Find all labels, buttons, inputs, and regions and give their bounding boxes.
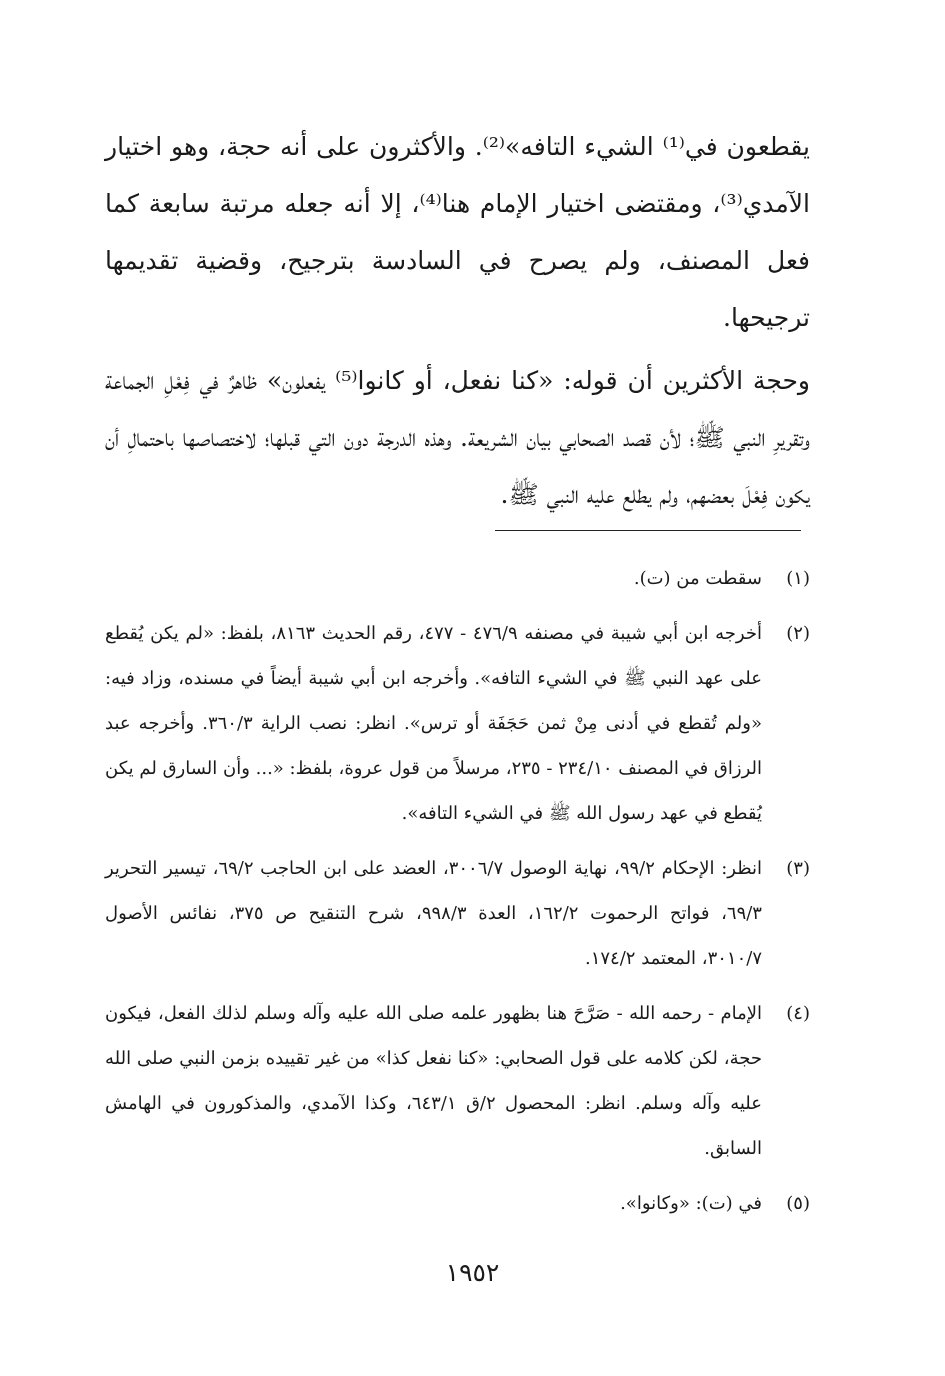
footnote-text: انظر: الإحكام ٩٩/٢، نهاية الوصول ٣٠٠٦/٧، العضد على ابن الحاجب ٦٩/٢، تيسير التحرير ٦٩/٣، فواتح الرحموت ١٦٢/٢، العدة ٩٩٨/٣، شرح التنقيح ص ٣٧٥، نفائس الأصول ٣٠١٠/٧، المعتمد ١٧٤/٢. bbox=[105, 858, 762, 969]
footnote-text: الإمام - رحمه الله - صَرَّحَ هنا بظهور علمه صلى الله عليه وآله وسلم لذلك الفعل، فيكون حجة، لكن كلامه على قول الصحابي: «كنا نفعل كذا» من غير تقييده بزمن النبي صلى الله عليه وآله وسلم. انظر: المحصول ٢/ق ٦٤٣/١، وكذا الآمدي، والمذكورون في الهامش السابق. bbox=[105, 1003, 762, 1159]
paragraph-1: يقطعون في⁽¹⁾ الشيء التافه»⁽²⁾. والأكثرون على أنه حجة، وهو اختيار الآمدي⁽³⁾، ومقتضى اختيار الإمام هنا⁽⁴⁾، إلا أنه جعله مرتبة سابعة كما فعل المصنف، ولم يصرح في السادسة بترجيح، وقضية تقديمها ترجيحها. bbox=[105, 132, 810, 332]
footnote-number: (٢) bbox=[786, 623, 810, 644]
footnote-text: في (ت): «وكانوا». bbox=[620, 1193, 762, 1214]
footnote-number: (٣) bbox=[786, 858, 810, 879]
main-text bbox=[105, 118, 810, 523]
footnote bbox=[105, 991, 810, 1171]
footnotes bbox=[105, 556, 810, 1236]
page-number: ١٩٥٢ bbox=[445, 1258, 500, 1287]
footnote-number: (٥) bbox=[786, 1193, 810, 1214]
footnote-separator bbox=[495, 530, 801, 531]
footnote bbox=[105, 611, 810, 836]
footnote-number: (١) bbox=[786, 568, 810, 589]
footnote bbox=[105, 846, 810, 981]
footnote bbox=[105, 1181, 810, 1226]
footnote-text: أخرجه ابن أبي شيبة في مصنفه ٤٧٦/٩ - ٤٧٧، رقم الحديث ٨١٦٣، بلفظ: «لم يكن يُقطع على عهد النبي ﷺ في الشيء التافه». وأخرجه ابن أبي شيبة أيضاً في مسنده، وزاد فيه: «ولم تُقطع في أدنى مِنْ ثمن حَجَفَة أو ترس». انظر: نصب الراية ٣٦٠/٣. وأخرجه عبد الرزاق في المصنف ٢٣٤/١٠ - ٢٣٥، مرسلاً من قول عروة، بلفظ: «... وأن السارق لم يكن يُقطع في عهد رسول الله ﷺ في الشيء التافه». bbox=[105, 623, 762, 824]
footnote-number: (٤) bbox=[786, 1003, 810, 1024]
footnote-text: سقطت من (ت). bbox=[633, 568, 762, 589]
footnote bbox=[105, 556, 810, 601]
paragraph-2: وحجة الأكثرين أن قوله: «كنا نفعل، أو كانوا⁽⁵⁾ يفعلون» ظاهرٌ في فِعْلِ الجماعة وتقريرِ النبي ﷺ؛ لأن قصد الصحابي بيان الشريعة. وهذه الدرجة دون التي قبلها؛ لاختصاصها باحتمالِ أن يكون فِعْلَ بعضهم، ولم يطلع عليه النبي ﷺ. bbox=[105, 366, 811, 509]
